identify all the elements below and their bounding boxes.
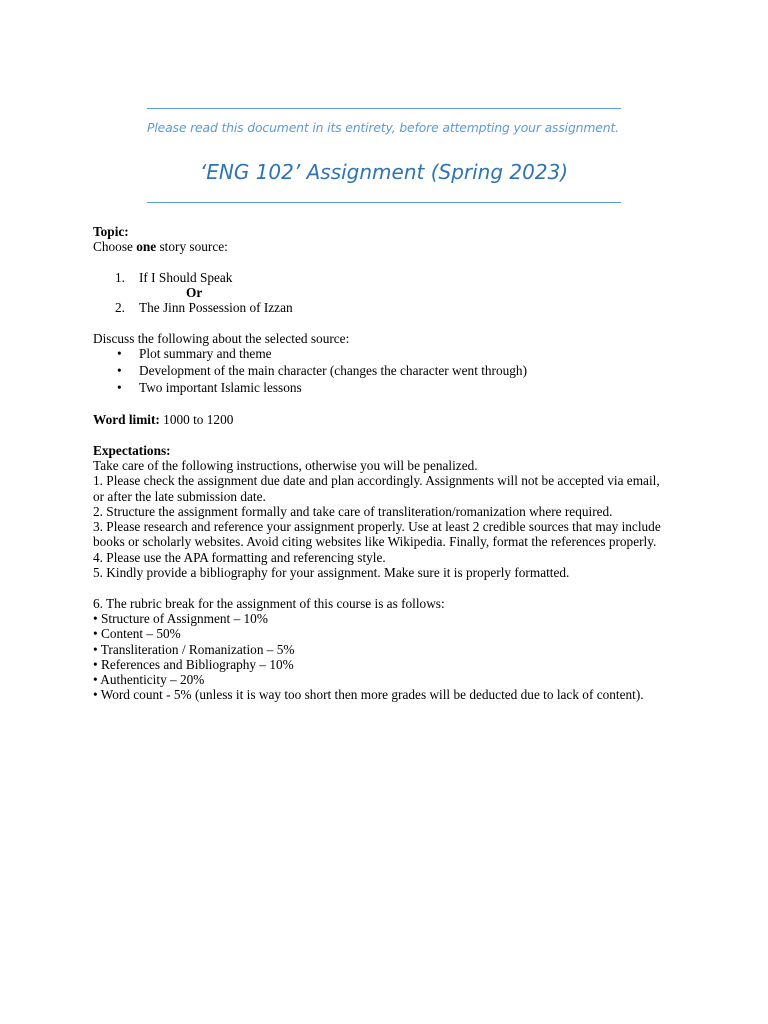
expectation-line: Take care of the following instructions, otherwise you will be penalized.: [93, 457, 478, 473]
bullet-icon: •: [117, 363, 122, 379]
list-item: • Development of the main character (changes the character went through): [117, 363, 528, 379]
list-item: 2. The Jinn Possession of Izzan: [115, 300, 293, 316]
expectation-line: 2. Structure the assignment formally and take care of transliteration/romanization where required.: [93, 503, 613, 519]
discuss-list: [93, 346, 673, 396]
rubric-intro: 6. The rubric break for the assignment of this course is as follows:: [93, 595, 445, 611]
bullet-icon: •: [117, 379, 122, 395]
expectation-line: 5. Kindly provide a bibliography for your assignment. Make sure it is properly formatted.: [93, 565, 570, 581]
rubric-item: • Word count - 5% (unless it is way too short then more grades will be deducted due to lack of content).: [93, 687, 644, 703]
story-source-list: [93, 270, 673, 316]
topic-heading: Topic:: [93, 224, 129, 239]
expectation-line: 4. Please use the APA formatting and referencing style.: [93, 549, 386, 565]
expectations-heading: Expectations:: [93, 442, 171, 458]
expectation-line: 1. Please check the assignment due date and plan accordingly. Assignments will not be accepted via email, or after the late submission date.: [93, 473, 660, 504]
or-separator: Or: [186, 285, 203, 301]
rubric-item: • Authenticity – 20%: [93, 672, 205, 688]
choose-line: Choose one story source:: [93, 239, 228, 255]
rubric-item: • Transliteration / Romanization – 5%: [93, 641, 295, 657]
rubric-item: • Structure of Assignment – 10%: [93, 610, 268, 626]
list-item: • Two important Islamic lessons: [117, 379, 302, 395]
list-item: 1. If I Should Speak: [115, 269, 233, 285]
document-body: [93, 224, 673, 703]
rubric-item: • References and Bibliography – 10%: [93, 656, 294, 672]
rubric-item: • Content – 50%: [93, 626, 181, 642]
header-top-rule: [147, 108, 621, 109]
header-bottom-rule: [147, 202, 621, 203]
read-notice: Please read this document in its entirety, before attempting your assignment.: [147, 120, 619, 135]
assignment-title: ‘ENG 102’ Assignment (Spring 2023): [199, 160, 569, 184]
list-item: • Plot summary and theme: [117, 346, 272, 362]
word-limit-line: Word limit: 1000 to 1200: [93, 412, 234, 428]
expectation-line: 3. Please research and reference your assignment properly. Use at least 2 credible sources that may include books or scholarly websites. Avoid citing websites like Wikipedia. Finally, format the references properly.: [93, 519, 661, 550]
discuss-intro: Discuss the following about the selected source:: [93, 331, 350, 347]
bullet-icon: •: [117, 346, 122, 362]
